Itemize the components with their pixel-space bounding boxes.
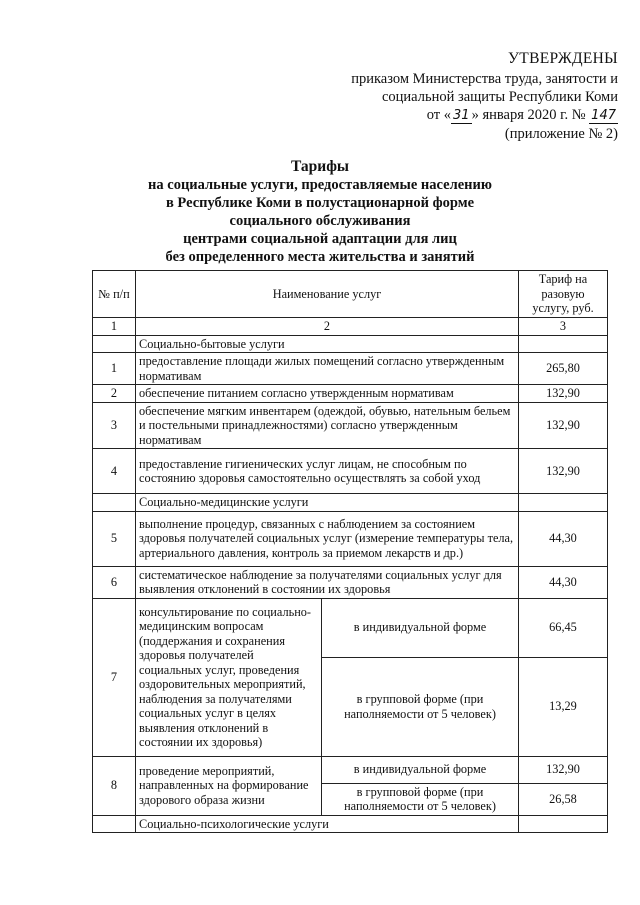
- approval-heading: УТВЕРЖДЕНЫ: [508, 50, 618, 67]
- tariff-value: 44,30: [519, 566, 608, 598]
- title-line-5: без определенного места жительства и занятий: [165, 249, 475, 265]
- tariff-value: 132,90: [519, 402, 608, 449]
- header-service-name: Наименование услуг: [136, 271, 519, 318]
- date-prefix: от «: [426, 107, 452, 123]
- section-medical: Социально-медицинские услуги: [136, 494, 519, 512]
- header-row: [93, 271, 608, 318]
- section-row: [93, 815, 608, 833]
- table-row: [93, 566, 608, 598]
- table-row: [93, 353, 608, 385]
- header-tariff: Тариф на разовую услугу, руб.: [519, 271, 608, 318]
- section-empty-cell: [519, 494, 608, 512]
- tariff-table: [92, 270, 608, 833]
- row-number: 4: [93, 449, 136, 494]
- service-name: проведение мероприятий, направленных на формирование здорового образа жизни: [136, 756, 322, 815]
- tariff-value: 13,29: [519, 657, 608, 756]
- service-name: предоставление гигиенических услуг лицам, не способным по состоянию здоровья самостоятельно осуществлять за собой уход: [136, 449, 519, 494]
- section-empty-cell: [93, 815, 136, 833]
- approval-block: [351, 50, 618, 143]
- tariff-value: 26,58: [519, 783, 608, 815]
- approval-line-2: социальной защиты Республики Коми: [381, 89, 618, 105]
- title-line-3: социального обслуживания: [229, 213, 411, 229]
- approval-line-1: приказом Министерства труда, занятости и: [351, 71, 618, 87]
- section-empty-cell: [519, 815, 608, 833]
- section-empty-cell: [519, 335, 608, 353]
- row-number: 8: [93, 756, 136, 815]
- section-empty-cell: [93, 494, 136, 512]
- form-individual: в индивидуальной форме: [322, 598, 519, 657]
- section-psych: Социально-психологические услуги: [136, 815, 519, 833]
- tariff-value: 265,80: [519, 353, 608, 385]
- title-line-1: на социальные услуги, предоставляемые населению: [148, 177, 492, 193]
- section-row: [93, 494, 608, 512]
- row-number: 6: [93, 566, 136, 598]
- service-name: предоставление площади жилых помещений согласно утвержденным нормативам: [136, 353, 519, 385]
- table-row: [93, 756, 608, 783]
- form-individual: в индивидуальной форме: [322, 756, 519, 783]
- row-number: 3: [93, 402, 136, 449]
- row-number: 5: [93, 511, 136, 566]
- colnum-3: 3: [519, 318, 608, 336]
- header-number: № п/п: [93, 271, 136, 318]
- form-group: в групповой форме (при наполняемости от 5 человек): [322, 657, 519, 756]
- colnum-1: 1: [93, 318, 136, 336]
- service-name: консультирование по социально-медицинским вопросам (поддержания и сохранения здоровья получателей социальных услуг, проведения оздоровительных мероприятий, наблюдения за получателями социальных услуг в целях выявления отклонений в состоянии их здоровья): [136, 598, 322, 756]
- section-row: [93, 335, 608, 353]
- table-row: [93, 402, 608, 449]
- form-group: в групповой форме (при наполняемости от 5 человек): [322, 783, 519, 815]
- section-household: Социально-бытовые услуги: [136, 335, 519, 353]
- tariff-value: 132,90: [519, 385, 608, 403]
- row-number: 1: [93, 353, 136, 385]
- table-row: [93, 511, 608, 566]
- tariff-value: 132,90: [519, 449, 608, 494]
- table-row: [93, 449, 608, 494]
- service-name: выполнение процедур, связанных с наблюдением за состоянием здоровья получателей социальных услуг (измерение температуры тела, артериального давления, контроль за приемом лекарств и др.): [136, 511, 519, 566]
- date-mid: » января 2020 г. №: [471, 107, 586, 123]
- title-line-2: в Республике Коми в полустационарной форме: [165, 195, 475, 211]
- title-main: Тарифы: [290, 158, 350, 175]
- handwritten-day: 31: [453, 108, 470, 123]
- approval-date-line: [351, 106, 618, 125]
- table-row: [93, 385, 608, 403]
- annex-label: (приложение № 2): [504, 126, 618, 142]
- service-name: обеспечение питанием согласно утвержденным нормативам: [136, 385, 519, 403]
- tariff-value: 44,30: [519, 511, 608, 566]
- section-empty-cell: [93, 335, 136, 353]
- service-name: обеспечение мягким инвентарем (одеждой, обувью, нательным бельем и постельными принадлежностями) согласно утвержденным нормативам: [136, 402, 519, 449]
- tariff-value: 132,90: [519, 756, 608, 783]
- row-number: 2: [93, 385, 136, 403]
- document-title: [0, 158, 640, 266]
- row-number: 7: [93, 598, 136, 756]
- service-name: систематическое наблюдение за получателями социальных услуг для выявления отклонений в состоянии их здоровья: [136, 566, 519, 598]
- tariff-value: 66,45: [519, 598, 608, 657]
- title-line-4: центрами социальной адаптации для лиц: [183, 231, 457, 247]
- handwritten-order-number: 147: [591, 108, 616, 123]
- table-row: [93, 598, 608, 657]
- colnum-2: 2: [136, 318, 519, 336]
- column-number-row: [93, 318, 608, 336]
